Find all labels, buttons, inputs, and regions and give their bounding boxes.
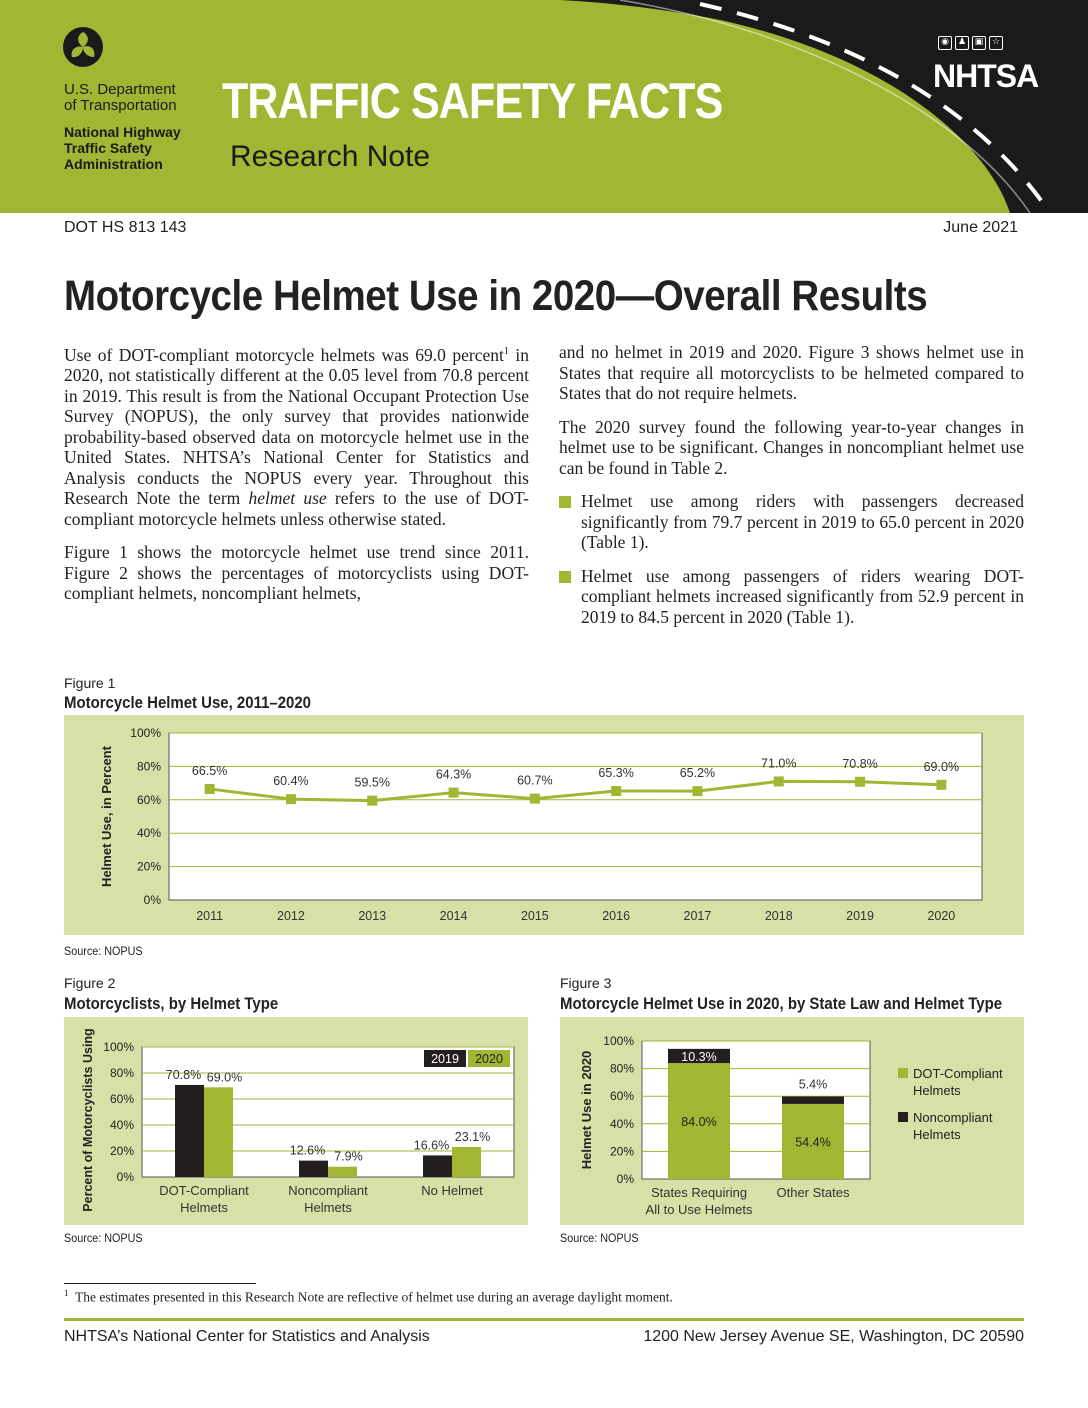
legend-label: 2019: [431, 1052, 459, 1066]
intro-text-a: Use of DOT-compliant motorcycle helmets was 69.0 percent: [64, 344, 504, 365]
vehicle-icon: ▣: [972, 36, 986, 50]
data-point: [530, 794, 540, 804]
figure2-panel: [64, 1017, 528, 1225]
x-tick-label: 2016: [602, 909, 631, 923]
y-tick-label: 20%: [136, 859, 161, 874]
figure1-title: Motorcycle Helmet Use, 2011–2020: [64, 693, 311, 712]
footer-address: 1200 New Jersey Avenue SE, Washington, DC 20590: [643, 1328, 1024, 1345]
car-icon: ◉: [938, 36, 952, 50]
agency-line-2: Traffic Safety: [64, 140, 152, 156]
legend-label: Noncompliant: [913, 1110, 993, 1125]
bullet-text: Helmet use among riders with passengers decreased significantly from 79.7 percent in 2019 to 65.0 percent in 2020 (Table 1).: [581, 491, 1024, 552]
bar: [299, 1161, 328, 1177]
y-axis-title: Helmet Use in 2020: [579, 1050, 594, 1170]
y-tick-label: 60%: [109, 1092, 134, 1106]
bullet-item: [559, 491, 1024, 553]
bullet-text: Helmet use among passengers of riders wearing DOT-compliant helmets increased significantly from 52.9 percent in 2019 to 84.5 percent in 2020 (Table 1).: [581, 565, 1024, 627]
y-tick-label: 100%: [130, 726, 161, 740]
x-tick-label: Noncompliant: [288, 1183, 368, 1198]
dot-logo-icon: [62, 26, 104, 68]
y-tick-label: 80%: [136, 759, 161, 774]
data-point: [611, 786, 621, 796]
agency-name: [64, 124, 181, 172]
figure3-label: Figure 3: [560, 975, 612, 991]
bar-label: 16.6%: [413, 1138, 450, 1153]
legend-label: Helmets: [913, 1127, 961, 1142]
figure3-chart: [560, 1017, 1024, 1225]
x-tick-label: 2012: [277, 909, 305, 923]
figure1-chart: [64, 715, 1024, 935]
figure2-chart: [64, 1017, 528, 1225]
data-label: 69.0%: [923, 759, 960, 774]
intro-text-c: refers to the use of DOT-compliant motorcycle helmets unless otherwise stated.: [64, 488, 529, 529]
bar-label: 5.4%: [798, 1077, 828, 1092]
data-label: 70.8%: [842, 756, 878, 771]
data-label: 66.5%: [191, 763, 228, 778]
bar: [204, 1087, 233, 1177]
y-tick-label: 60%: [136, 792, 161, 807]
intro-text-b: in 2020, not statistically different at the 0.05 level from 70.8 percent in 2019. This result is from the National Occupant Protection Use Survey (NOPUS), the only survey that provides nationwide probability-based observed data on motorcycle helmet use in the United States. NHTSA’s National Center for Statistics and Analysis conducts the NOPUS every year. Throughout this Research Note the term: [64, 344, 529, 509]
bar-label: 54.4%: [795, 1135, 831, 1150]
bullet-item: [559, 566, 1024, 628]
data-label: 65.2%: [679, 766, 716, 781]
y-axis-title: Percent of Motorcyclists Using: [81, 1028, 95, 1212]
y-axis-title: Helmet Use, in Percent: [99, 746, 114, 887]
bar-label: 84.0%: [681, 1115, 717, 1130]
x-tick-label: Other States: [776, 1185, 850, 1200]
footnote-text: The estimates presented in this Research Note are reflective of helmet use during an average daylight moment.: [75, 1289, 673, 1305]
legend-swatch: [898, 1068, 908, 1078]
body-column-left: [64, 342, 529, 617]
bar: [175, 1085, 204, 1177]
data-label: 64.3%: [435, 767, 472, 782]
intro-term: helmet use: [248, 488, 327, 509]
pedestrian-icon: ♟: [955, 36, 969, 50]
x-tick-label: All to Use Helmets: [645, 1202, 753, 1217]
footnote-divider: [64, 1283, 256, 1284]
x-tick-label: Helmets: [180, 1200, 228, 1215]
data-point: [855, 777, 865, 787]
legend-label: DOT-Compliant: [913, 1066, 1003, 1081]
data-point: [774, 776, 784, 786]
bar-label: 70.8%: [165, 1067, 202, 1082]
x-tick-label: 2015: [520, 909, 549, 923]
data-label: 60.7%: [517, 773, 553, 788]
agency-line-1: National Highway: [64, 124, 181, 140]
data-point: [205, 784, 215, 794]
y-tick-label: 60%: [609, 1089, 634, 1104]
bar-label: 23.1%: [454, 1129, 491, 1144]
department-name: [64, 82, 177, 114]
data-point: [367, 796, 377, 806]
figure2-title: Motorcyclists, by Helmet Type: [64, 994, 279, 1013]
data-point: [936, 780, 946, 790]
y-tick-label: 100%: [103, 1040, 134, 1054]
legend-label: 2020: [475, 1052, 503, 1066]
x-tick-label: 2018: [764, 909, 793, 923]
data-label: 71.0%: [761, 756, 797, 771]
bar: [328, 1167, 357, 1177]
data-point: [449, 788, 459, 798]
x-tick-label: 2011: [196, 909, 224, 923]
footnote: [64, 1288, 673, 1306]
x-tick-label: States Requiring: [650, 1185, 748, 1200]
data-point: [692, 786, 702, 796]
bar: [452, 1147, 481, 1177]
figure2-label: Figure 2: [64, 975, 116, 991]
y-tick-label: 40%: [109, 1118, 134, 1132]
x-tick-label: Helmets: [304, 1200, 352, 1215]
report-number: DOT HS 813 143: [64, 219, 187, 236]
y-tick-label: 40%: [609, 1116, 634, 1131]
page-title: Motorcycle Helmet Use in 2020—Overall Results: [64, 272, 928, 320]
department-line-2: of Transportation: [64, 97, 177, 114]
y-tick-label: 80%: [109, 1066, 134, 1080]
legend-swatch: [898, 1112, 908, 1122]
figure3-title: Motorcycle Helmet Use in 2020, by State Law and Helmet Type: [560, 994, 1003, 1013]
y-tick-label: 40%: [136, 826, 161, 841]
data-label: 59.5%: [354, 775, 390, 790]
y-tick-label: 20%: [109, 1144, 134, 1158]
y-tick-label: 100%: [603, 1034, 634, 1048]
x-tick-label: 2014: [439, 909, 468, 923]
x-tick-label: 2019: [846, 909, 874, 923]
figure1-label: Figure 1: [64, 675, 116, 691]
legend-label: Helmets: [913, 1083, 961, 1098]
figure1-panel: [64, 715, 1024, 935]
series-title: TRAFFIC SAFETY FACTS: [222, 73, 723, 129]
bar-segment: [782, 1096, 844, 1103]
figure2-source: Source: NOPUS: [64, 1231, 143, 1245]
y-tick-label: 0%: [143, 893, 161, 907]
department-line-1: U.S. Department: [64, 81, 176, 98]
paragraph-figure3: and no helmet in 2019 and 2020. Figure 3 shows helmet use in States that require all motorcyclists to be helmeted compared to States that do not require helmets.: [559, 342, 1024, 403]
series-subtitle: Research Note: [230, 140, 431, 173]
footnote-mark: 1: [64, 1288, 69, 1298]
y-tick-label: 80%: [609, 1061, 634, 1076]
nhtsa-logo: NHTSA: [933, 58, 1039, 94]
x-tick-label: DOT-Compliant: [159, 1183, 249, 1198]
y-tick-label: 0%: [116, 1170, 134, 1184]
x-tick-label: 2017: [683, 909, 712, 923]
x-tick-label: 2020: [927, 909, 956, 923]
data-label: 65.3%: [598, 765, 634, 780]
bar-label: 69.0%: [206, 1070, 243, 1085]
figure1-source: Source: NOPUS: [64, 944, 143, 958]
y-tick-label: 0%: [616, 1172, 634, 1186]
x-tick-label: 2013: [358, 909, 387, 923]
nhtsa-icon-row: [938, 36, 1003, 50]
footer-divider: [64, 1318, 1024, 1321]
agency-line-3: Administration: [64, 156, 163, 172]
bar-label: 12.6%: [289, 1143, 326, 1158]
y-tick-label: 20%: [609, 1144, 634, 1159]
bar: [423, 1155, 452, 1177]
footnote-ref: 1: [503, 346, 509, 357]
figure3-source: Source: NOPUS: [560, 1231, 639, 1245]
paragraph-intro: [64, 342, 529, 529]
paragraph-figures: Figure 1 shows the motorcycle helmet use trend since 2011. Figure 2 shows the percentages of motorcyclists using DOT-compliant helmets, noncompliant helmets,: [64, 542, 529, 604]
report-date: June 2021: [943, 219, 1018, 236]
bullet-square-icon: [559, 496, 571, 508]
body-column-right: [559, 342, 1024, 640]
data-point: [286, 794, 296, 804]
bar-label: 7.9%: [334, 1149, 363, 1164]
data-label: 60.4%: [273, 774, 309, 789]
header-banner: [0, 0, 1088, 213]
x-tick-label: No Helmet: [421, 1183, 483, 1198]
bullet-square-icon: [559, 571, 571, 583]
bar-label: 10.3%: [681, 1049, 717, 1064]
figure3-panel: [560, 1017, 1024, 1225]
star-icon: ☆: [989, 36, 1003, 50]
footer-organization: NHTSA’s National Center for Statistics and Analysis: [64, 1328, 430, 1345]
paragraph-changes: The 2020 survey found the following year-to-year changes in helmet use to be significant. Changes in noncompliant helmet use can be found in Table 2.: [559, 416, 1024, 478]
